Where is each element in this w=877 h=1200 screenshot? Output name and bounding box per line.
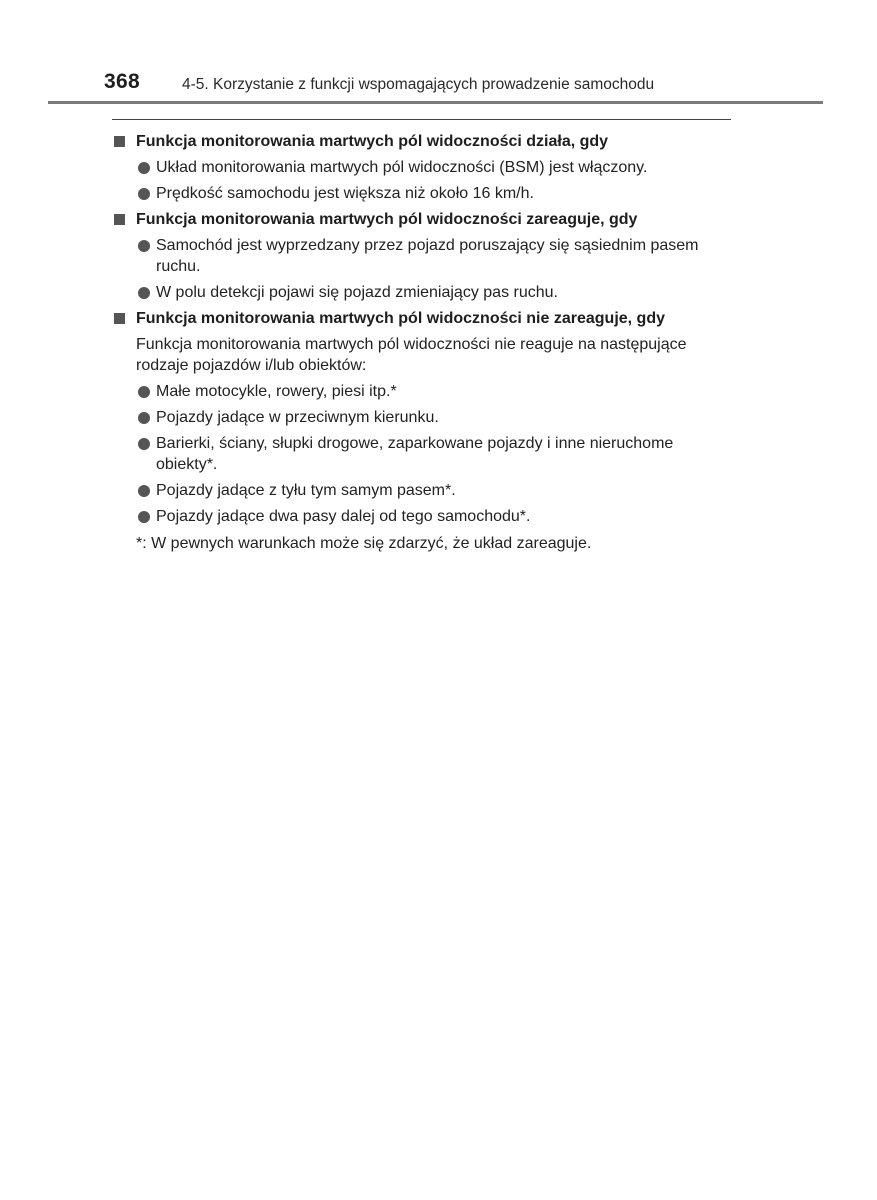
list-item-text: Pojazdy jadące w przeciwnym kierunku.	[156, 409, 439, 426]
circle-bullet-icon	[138, 412, 150, 424]
circle-bullet-icon	[138, 240, 150, 252]
circle-bullet-icon	[138, 386, 150, 398]
list-item	[114, 157, 732, 178]
section-heading-text: Funkcja monitorowania martwych pól widoczności działa, gdy	[136, 133, 609, 150]
circle-bullet-icon	[138, 511, 150, 523]
section-heading-text: Funkcja monitorowania martwych pól widoczności zareaguje, gdy	[136, 211, 638, 228]
list-item-text: Barierki, ściany, słupki drogowe, zaparkowane pojazdy i inne nieruchome obiekty*.	[156, 435, 674, 473]
list-item	[114, 433, 732, 475]
section-intro: Funkcja monitorowania martwych pól widoczności nie reaguje na następujące rodzaje pojazdów i/lub obiektów:	[136, 336, 687, 374]
footnote: *: W pewnych warunkach może się zdarzyć, że układ zareaguje.	[136, 535, 592, 552]
list-item	[114, 407, 732, 428]
list-item-text: Samochód jest wyprzedzany przez pojazd poruszający się sąsiednim pasem ruchu.	[156, 237, 699, 275]
circle-bullet-icon	[138, 188, 150, 200]
section-heading	[114, 209, 732, 230]
list-item	[114, 183, 732, 204]
list-item	[114, 235, 732, 277]
list-item	[114, 282, 732, 303]
circle-bullet-icon	[138, 162, 150, 174]
list-item	[114, 480, 732, 501]
circle-bullet-icon	[138, 438, 150, 450]
page-number: 368	[104, 70, 140, 93]
list-item-text: Pojazdy jadące dwa pasy dalej od tego samochodu*.	[156, 508, 531, 525]
page-content	[114, 126, 732, 554]
chapter-title: 4-5. Korzystanie z funkcji wspomagających prowadzenie samochodu	[182, 76, 655, 93]
header-divider	[48, 101, 823, 104]
section-heading	[114, 308, 732, 329]
list-item-text: Małe motocykle, rowery, piesi itp.*	[156, 383, 397, 400]
content-divider	[112, 119, 731, 120]
list-item-text: Prędkość samochodu jest większa niż około 16 km/h.	[156, 185, 534, 202]
section-heading-text: Funkcja monitorowania martwych pól widoczności nie zareaguje, gdy	[136, 310, 665, 327]
circle-bullet-icon	[138, 287, 150, 299]
square-bullet-icon	[114, 214, 125, 225]
list-item	[114, 506, 732, 527]
list-item-text: W polu detekcji pojawi się pojazd zmieniający pas ruchu.	[156, 284, 558, 301]
square-bullet-icon	[114, 313, 125, 324]
circle-bullet-icon	[138, 485, 150, 497]
list-item	[114, 381, 732, 402]
list-item-text: Układ monitorowania martwych pól widoczności (BSM) jest włączony.	[156, 159, 648, 176]
square-bullet-icon	[114, 136, 125, 147]
list-item-text: Pojazdy jadące z tyłu tym samym pasem*.	[156, 482, 456, 499]
section-heading	[114, 131, 732, 152]
page-header	[0, 0, 877, 106]
